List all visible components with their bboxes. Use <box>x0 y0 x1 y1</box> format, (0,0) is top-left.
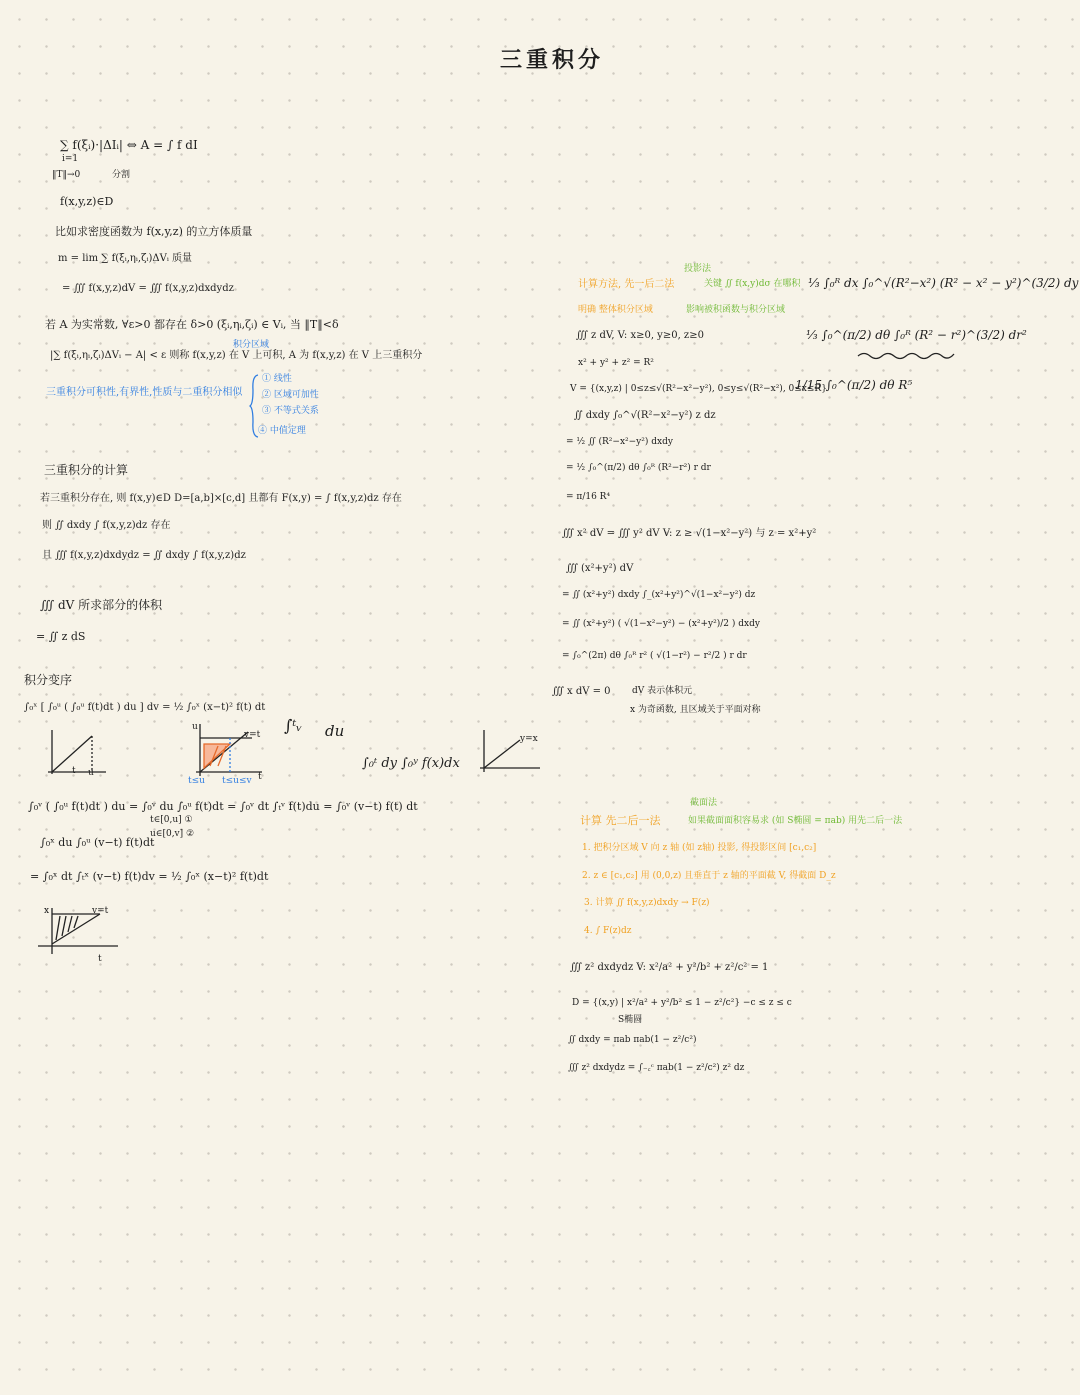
property-item: ① 线性 <box>262 374 292 384</box>
graph-note: t≤u <box>188 776 205 786</box>
function-domain: f(x,y,z)∈D <box>60 195 114 208</box>
graph-axis-label: t <box>258 772 262 782</box>
example-4-b: D = {(x,y) | x²/a² + y²/b² ≤ 1 − z²/c²} −c ≤ z ≤ c <box>572 998 792 1008</box>
method-2-note: 如果截面面积容易求 (如 S椭圆 = πab) 用先二后一法 <box>688 816 903 826</box>
example-2-b: ∭ (x²+y²) dV <box>566 563 634 574</box>
big-formula-3: 1/15 ∫₀^(π/2) dθ R⁵ <box>795 378 913 392</box>
definition-sum: ∑ f(ξᵢ)·|ΔIᵢ| ⇔ A = ∫ f dI <box>60 138 198 152</box>
example-2-e: = ∫₀^(2π) dθ ∫₀ᴿ r² ( √(1−r²) − r²/2 ) r dr <box>562 651 747 661</box>
graph-axis-label: u <box>192 722 198 732</box>
property-item: ④ 中值定理 <box>258 426 306 436</box>
page-title: 三重积分 <box>500 48 605 73</box>
order-formula: ∫₀ˣ [ ∫₀ᵘ ( ∫₀ᵘ f(t)dt ) du ] dv = ½ ∫₀ˣ (x−t)² f(t) dt <box>24 702 266 713</box>
substitution-eq-2: ∫₀ˣ du ∫₀ᵘ (v−t) f(t)dt <box>40 836 155 849</box>
method-title: 计算方法, 先一后二法 <box>578 279 675 290</box>
method-note: 关键 ∬ f(x,y)dσ 在哪积 <box>704 279 801 289</box>
method-note-3: 影响被积函数与积分区域 <box>686 305 786 315</box>
substitution-note-2: u∈[0,v] ② <box>150 829 195 839</box>
substitution-eq-3: = ∫₀ˣ dt ∫ₜˣ (v−t) f(t)dv = ½ ∫₀ˣ (x−t)² f(t)dt <box>30 870 269 883</box>
cursive-integral: ∫ᵗᵥ <box>284 716 303 735</box>
volume-text: ∭ dV 所求部分的体积 <box>40 598 163 612</box>
order-heading: 积分变序 <box>24 673 73 687</box>
example-4-a: ∭ z² dxdydz V: x²/a² + y²/b² + z²/c² = 1 <box>570 962 769 973</box>
mass-formula: m = lim ∑ f(ξᵢ,ηᵢ,ζᵢ)ΔVᵢ 质量 <box>58 253 193 264</box>
definition-note: 积分区域 <box>233 340 270 350</box>
example-4-b-note: S椭圆 <box>618 1015 643 1025</box>
graph-line-label: v=t <box>92 906 109 916</box>
example-3-a: ∭ x dV = 0 <box>552 686 611 697</box>
definition-text: 若 A 为实常数, ∀ε>0 都存在 δ>0 (ξᵢ,ηᵢ,ζᵢ) ∈ Vᵢ, 当 ‖T‖<δ <box>45 318 339 331</box>
example-1-a: ∭ z dV, V: x≥0, y≥0, z≥0 <box>576 330 704 341</box>
mass-integral: = ∭ f(x,y,z)dV = ∭ f(x,y,z)dxdydz <box>62 283 234 294</box>
properties-text: 三重积分可积性,有界性,性质与二重积分相似 <box>46 387 243 398</box>
cursive-du: du <box>325 722 345 740</box>
example-2-a: ∭ x² dV = ∭ y² dV V: z ≥ √(1−x²−y²) 与 z = x²+y² <box>562 528 817 539</box>
wavy-underline <box>856 350 956 360</box>
big-formula-1: ⅓ ∫₀ᴿ dx ∫₀^√(R²−x²) (R² − x² − y²)^(3/2) dy <box>808 276 1079 290</box>
method-2-title: 计算 先二后一法 <box>580 814 661 827</box>
example-2-d: = ∬ (x²+y²) ( √(1−x²−y²) − (x²+y²)/2 ) dxdy <box>562 619 760 629</box>
graph-line-label: y=x <box>520 734 538 744</box>
calc-heading: 三重积分的计算 <box>44 463 129 477</box>
graph-axis-label: x <box>44 906 50 916</box>
method-note-2: 明确 整体积分区域 <box>578 305 653 315</box>
step-item: 3. 计算 ∬ f(x,y,z)dxdy → F(z) <box>584 898 710 908</box>
calc-equation: 且 ∭ f(x,y,z)dxdydz = ∬ dxdy ∫ f(x,y,z)dz <box>42 550 246 561</box>
cursive-integral-2: ∫₀ᵗ dy ∫₀ʸ f(x)dx <box>362 756 460 771</box>
example-4-d: ∭ z² dxdydz = ∫₋꜀ᶜ πab(1 − z²/c²) z² dz <box>568 1063 745 1073</box>
graph-axis-label: u <box>88 768 94 778</box>
graph-axis-label: t <box>72 766 76 776</box>
volume-equation: = ∬ z dS <box>36 630 86 643</box>
projection-method-label: 投影法 <box>684 264 712 274</box>
big-formula-2: ⅓ ∫₀^(π/2) dθ ∫₀ᴿ (R² − r²)^(3/2) dr² <box>806 328 1027 342</box>
property-item: ② 区域可加性 <box>262 390 319 400</box>
calc-then: 则 ∬ dxdy ∫ f(x,y,z)dz 存在 <box>42 520 171 531</box>
example-1-e: = ½ ∬ (R²−x²−y²) dxdy <box>566 437 673 447</box>
substitution-eq-1: ∫₀ᵛ ( ∫₀ᵘ f(t)dt ) du = ∫₀ᵛ du ∫₀ᵘ f(t)dt = ∫₀ᵛ dt ∫ₜᵛ f(t)du = ∫₀ᵛ (v−t) f(t) dt <box>28 800 418 813</box>
graph-note: t≤u≤v <box>222 776 252 786</box>
example-3-note: dV 表示体积元 <box>632 686 693 696</box>
cross-section-label: 截面法 <box>690 798 718 808</box>
definition-limit: ‖T‖→0 <box>52 170 81 180</box>
step-item: 1. 把积分区域 V 向 z 轴 (如 z轴) 投影, 得投影区间 [c₁,c₂] <box>582 843 817 853</box>
substitution-note-1: t∈[0,u] ① <box>150 815 193 825</box>
definition-sum-index: i=1 <box>62 154 79 164</box>
density-text: 比如求密度函数为 f(x,y,z) 的立方体质量 <box>55 225 253 238</box>
graph-axis-label: t <box>98 954 102 964</box>
property-item: ③ 不等式关系 <box>262 406 319 416</box>
example-1-c: V = {(x,y,z) | 0≤z≤√(R²−x²−y²), 0≤y≤√(R²−x²), 0≤x≤R} <box>570 384 827 394</box>
step-item: 2. z ∈ [c₁,c₂] 用 (0,0,z) 且垂直于 z 轴的平面截 V, 得截面 D_z <box>582 871 836 881</box>
example-3-note-2: x 为奇函数, 且区域关于平面对称 <box>630 705 761 715</box>
graph-line-label: v=t <box>244 730 261 740</box>
example-1-d: ∬ dxdy ∫₀^√(R²−x²−y²) z dz <box>574 410 716 421</box>
step-item: 4. ∫ F(z)dz <box>584 926 632 936</box>
definition-partition-label: 分割 <box>112 170 131 180</box>
example-1-b: x² + y² + z² = R² <box>578 358 654 368</box>
example-1-g: = π/16 R⁴ <box>566 492 611 502</box>
example-2-c: = ∬ (x²+y²) dxdy ∫_(x²+y²)^√(1−x²−y²) dz <box>562 590 756 600</box>
example-1-f: = ½ ∫₀^(π/2) dθ ∫₀ᴿ (R²−r²) r dr <box>566 463 711 473</box>
definition-inequality: |∑ f(ξᵢ,ηᵢ,ζᵢ)ΔVᵢ − A| < ε 则称 f(x,y,z) 在 V 上可积, A 为 f(x,y,z) 在 V 上三重积分 <box>50 350 423 361</box>
calc-text: 若三重积分存在, 则 f(x,y)∈D D=[a,b]×[c,d] 且都有 F(x,y) = ∫ f(x,y,z)dz 存在 <box>40 493 402 504</box>
example-4-c: ∬ dxdy = πab πab(1 − z²/c²) <box>568 1035 697 1045</box>
